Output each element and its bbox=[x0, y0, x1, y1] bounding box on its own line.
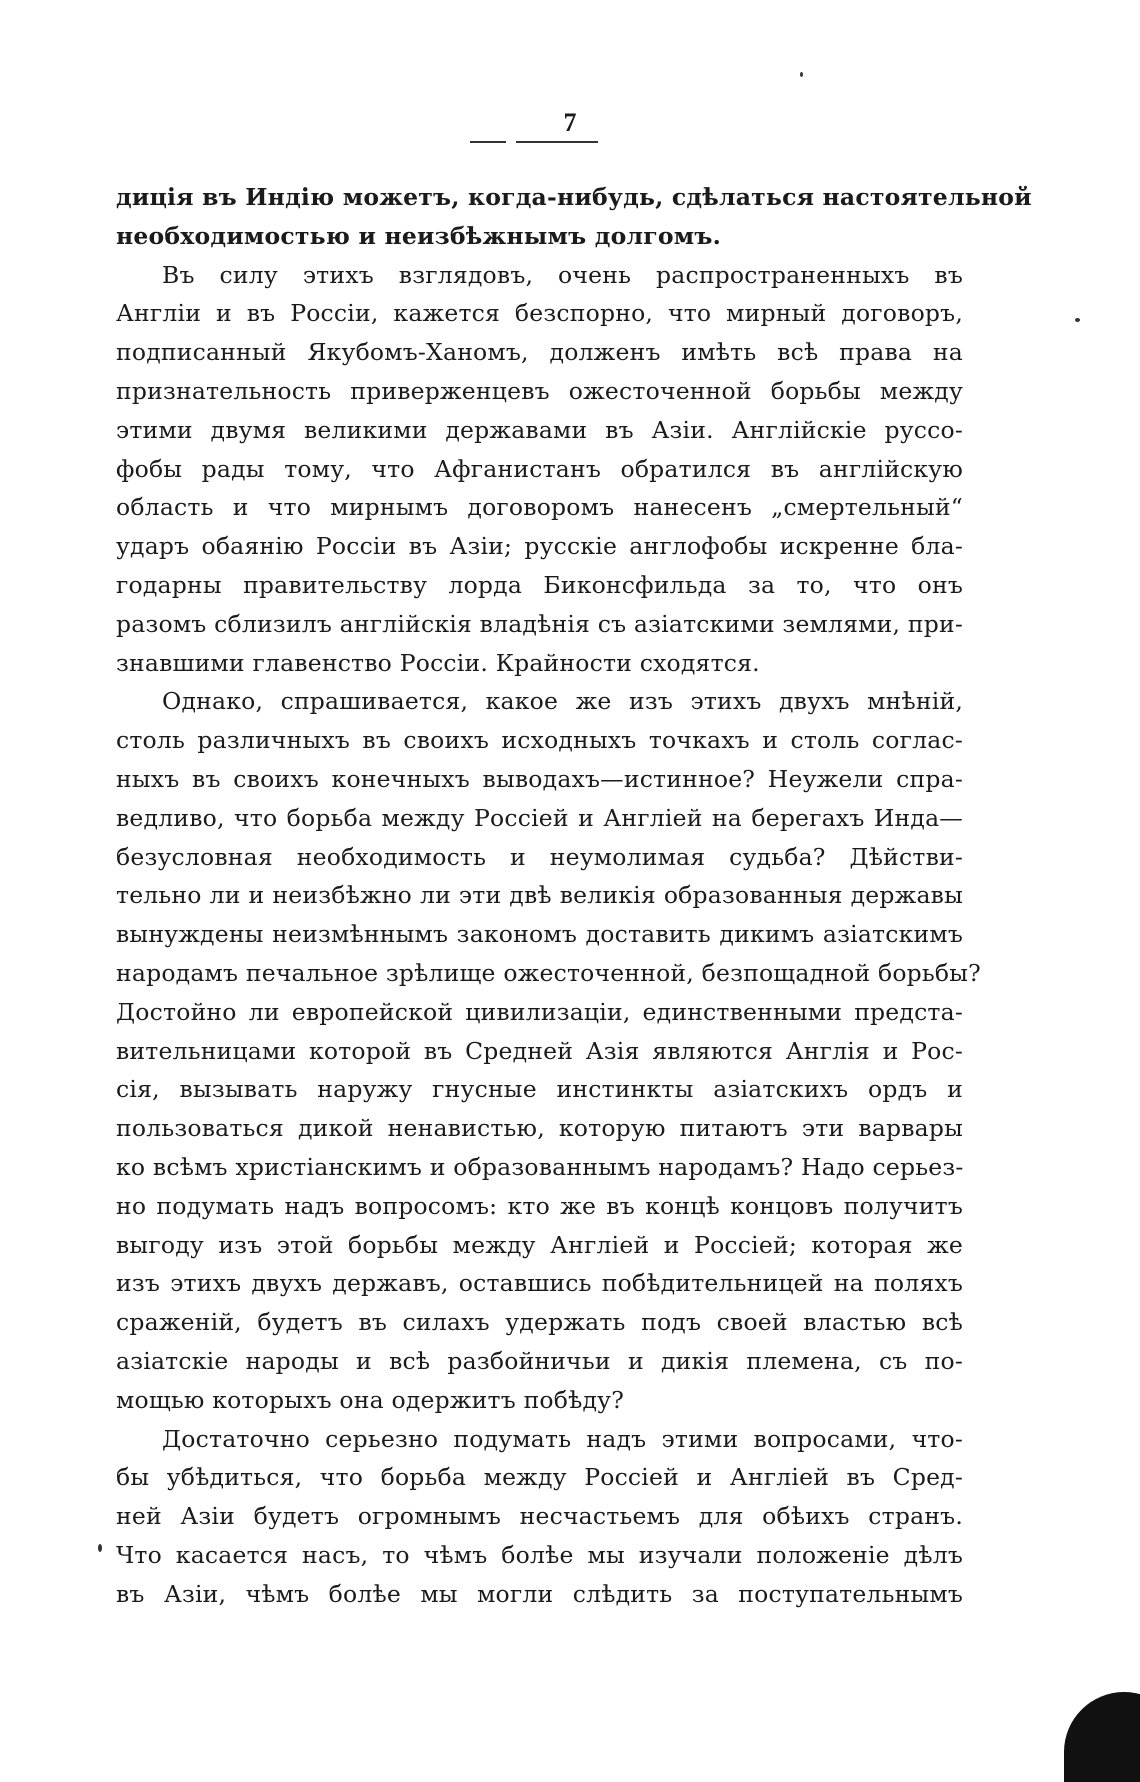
page-number: 7 bbox=[563, 108, 577, 137]
text-line: ко всѣмъ христіанскимъ и образованнымъ народамъ? Надо серьез- bbox=[116, 1152, 964, 1181]
text-line: выгоду изъ этой борьбы между Англіей и Россіей; которая же bbox=[116, 1230, 963, 1259]
text-line: ней Азіи будетъ огромнымъ несчастьемъ для обѣихъ странъ. bbox=[116, 1502, 963, 1531]
text-line: азіатскіе народы и всѣ разбойничьи и дикія племена, съ по- bbox=[116, 1346, 963, 1375]
text-line: Однако, спрашивается, какое же изъ этихъ двухъ мнѣній, bbox=[162, 687, 963, 716]
text-line: въ Азіи, чѣмъ болѣе мы могли слѣдить за поступательнымъ bbox=[116, 1579, 963, 1608]
text-line: фобы рады тому, что Афганистанъ обратился въ англійскую bbox=[116, 454, 963, 483]
text-line: знавшими главенство Россіи. Крайности сходятся. bbox=[116, 648, 760, 677]
text-line: но подумать надъ вопросомъ: кто же въ концѣ концовъ получитъ bbox=[116, 1191, 963, 1220]
text-line: мощью которыхъ она одержитъ побѣду? bbox=[116, 1385, 624, 1414]
text-line: вительницами которой въ Средней Азія являются Англія и Рос- bbox=[116, 1036, 963, 1065]
text-line: бы убѣдиться, что борьба между Россіей и Англіей въ Сред- bbox=[116, 1463, 963, 1492]
page-number-rule bbox=[470, 141, 598, 143]
text-line: пользоваться дикой ненавистью, которую питаютъ эти варвары bbox=[116, 1114, 963, 1143]
ink-speck bbox=[98, 1544, 102, 1552]
text-line: признательность приверженцевъ ожесточенной борьбы между bbox=[116, 376, 963, 405]
text-line: этими двумя великими державами въ Азіи. Англійскіе руссо- bbox=[116, 415, 963, 444]
text-line: ныхъ въ своихъ конечныхъ выводахъ—истинное? Неужели спра- bbox=[116, 764, 963, 793]
text-line: вынуждены неизмѣннымъ закономъ доставить дикимъ азіатскимъ bbox=[116, 920, 963, 949]
text-line: ведливо, что борьба между Россіей и Англіей на берегахъ Инда— bbox=[116, 803, 963, 832]
ink-speck bbox=[800, 72, 803, 77]
text-line: Англіи и въ Россіи, кажется безспорно, что мирный договоръ, bbox=[116, 299, 963, 328]
text-line: столь различныхъ въ своихъ исходныхъ точкахъ и столь соглас- bbox=[116, 726, 963, 755]
text-line: Что касается насъ, то чѣмъ болѣе мы изучали положеніе дѣлъ bbox=[116, 1540, 963, 1569]
text-line: безусловная необходимость и неумолимая судьба? Дѣйстви- bbox=[116, 842, 963, 871]
text-line: Достаточно серьезно подумать надъ этими вопросами, что- bbox=[162, 1424, 963, 1453]
text-line: разомъ сблизилъ англійскія владѣнія съ азіатскими землями, при- bbox=[116, 609, 963, 638]
text-line: ударъ обаянію Россіи въ Азіи; русскіе англофобы искренне бла- bbox=[116, 532, 963, 561]
text-line: подписанный Якубомъ-Ханомъ, долженъ имѣть всѣ права на bbox=[116, 338, 963, 367]
ink-speck bbox=[1075, 318, 1080, 322]
body-text bbox=[116, 178, 1032, 1613]
text-line: необходимостью и неизбѣжнымъ долгомъ. bbox=[116, 221, 721, 250]
text-line: сія, вызывать наружу гнусные инстинкты азіатскихъ ордъ и bbox=[116, 1075, 963, 1104]
text-line: годарны правительству лорда Биконсфильда за то, что онъ bbox=[116, 570, 963, 599]
text-line: Достойно ли европейской цивилизаціи, единственными предста- bbox=[116, 997, 963, 1026]
text-line: народамъ печальное зрѣлище ожесточенной, безпощадной борьбы? bbox=[116, 958, 981, 987]
text-line: Въ силу этихъ взглядовъ, очень распространенныхъ въ bbox=[162, 260, 963, 289]
text-line: тельно ли и неизбѣжно ли эти двѣ великія образованныя державы bbox=[116, 881, 963, 910]
text-line: диція въ Индію можетъ, когда-нибудь, сдѣлаться настоятельной bbox=[116, 183, 1032, 211]
text-line: область и что мирнымъ договоромъ нанесенъ „смертельный“ bbox=[116, 493, 963, 522]
text-line: сраженій, будетъ въ силахъ удержать подъ своей властью всѣ bbox=[116, 1308, 963, 1337]
text-line: изъ этихъ двухъ державъ, оставшись побѣдительницей на поляхъ bbox=[116, 1269, 963, 1298]
page-edge-blot bbox=[1064, 1692, 1140, 1782]
